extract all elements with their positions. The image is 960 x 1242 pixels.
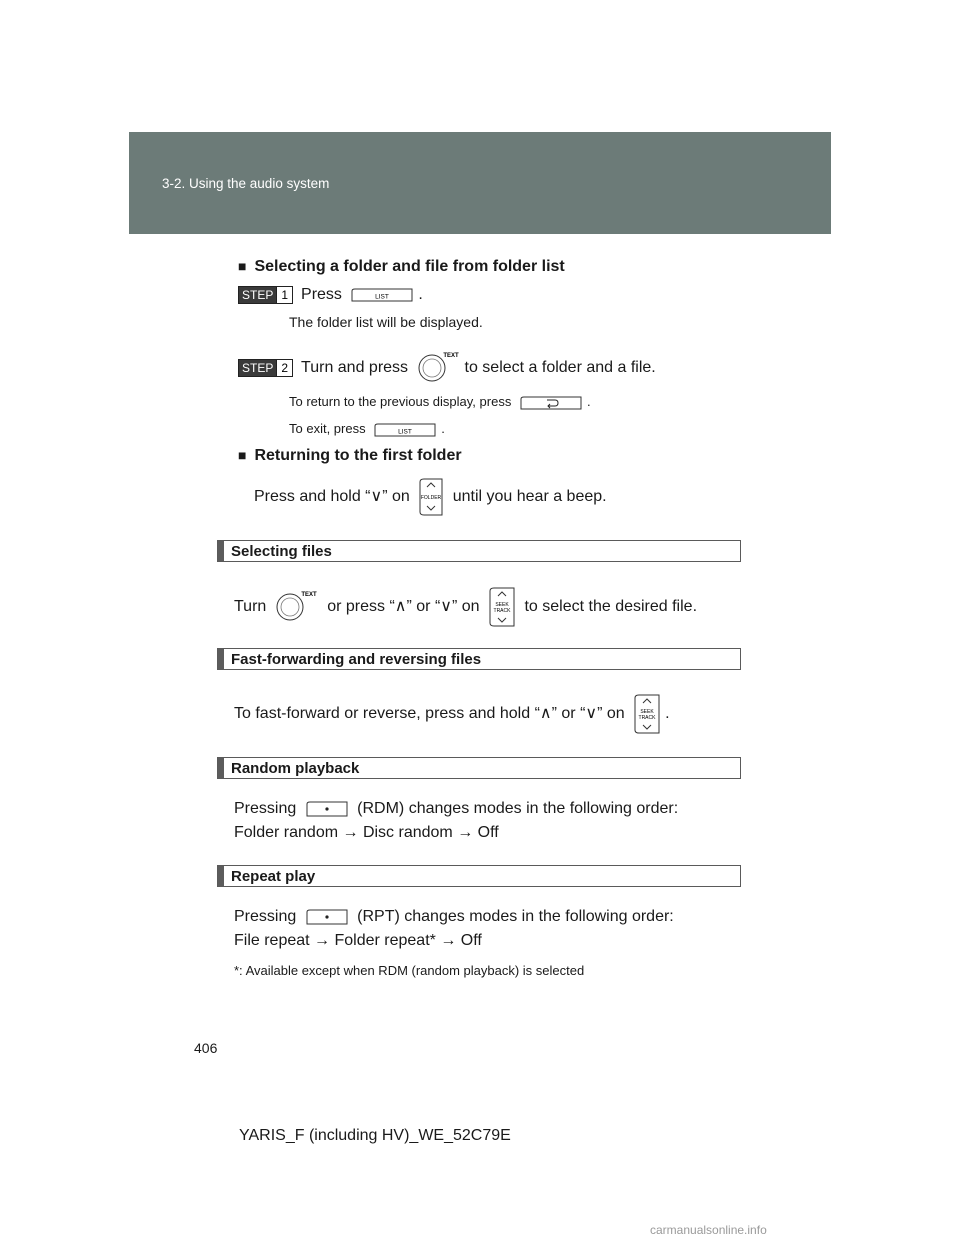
list-button-icon xyxy=(373,423,437,437)
random-line-2: Folder random → Disc random → Off xyxy=(234,824,499,841)
svg-text:FOLDER: FOLDER xyxy=(421,495,442,501)
step-2-note-2: To exit, press LIST . xyxy=(289,421,445,436)
folder-list-heading: ■ Selecting a folder and file from folder list xyxy=(238,258,565,275)
preset-button-icon xyxy=(305,801,349,817)
selecting-files-text: Turn TEXT or press “∧” or “∨” on SEEK TRACK to select the desired file. xyxy=(234,587,697,627)
step-badge: STEP 1 xyxy=(238,286,293,304)
section-repeat-play: Repeat play xyxy=(217,865,741,887)
tune-knob-icon xyxy=(275,589,319,625)
back-button-icon xyxy=(519,396,583,410)
step-1: STEP 1 Press LIST . xyxy=(238,286,423,304)
watermark: carmanualsonline.info xyxy=(650,1223,767,1237)
svg-text:SEEK: SEEK xyxy=(640,709,654,715)
repeat-footnote: *: Available except when RDM (random playback) is selected xyxy=(234,963,585,978)
tune-knob-icon xyxy=(417,350,461,386)
svg-text:TEXT: TEXT xyxy=(442,353,459,359)
step-1-note: The folder list will be displayed. xyxy=(289,314,483,330)
repeat-line-1: Pressing (RPT) changes modes in the following order: xyxy=(234,908,674,925)
repeat-line-2: File repeat → Folder repeat* → Off xyxy=(234,932,482,949)
page-number: 406 xyxy=(194,1040,218,1056)
svg-text:TRACK: TRACK xyxy=(638,715,656,721)
step-2-note-1: To return to the previous display, press . xyxy=(289,394,591,409)
square-bullet-icon: ■ xyxy=(238,447,247,463)
svg-text:TRACK: TRACK xyxy=(493,608,511,614)
first-folder-text: Press and hold “∨” on FOLDER until you hear a beep. xyxy=(254,478,607,516)
page-header xyxy=(129,132,831,234)
step-badge: STEP 2 xyxy=(238,359,293,377)
svg-text:LIST: LIST xyxy=(375,293,390,301)
section-fast-forward: Fast-forwarding and reversing files xyxy=(217,648,741,670)
fast-forward-text: To fast-forward or reverse, press and hold “∧” or “∨” on SEEK TRACK . xyxy=(234,694,670,734)
step-2: STEP 2 Turn and press TEXT to select a folder and a file. xyxy=(238,350,656,386)
svg-text:SEEK: SEEK xyxy=(495,602,509,608)
svg-text:LIST: LIST xyxy=(398,428,413,436)
breadcrumb: 3-2. Using the audio system xyxy=(162,176,330,191)
random-line-1: Pressing (RDM) changes modes in the following order: xyxy=(234,800,679,817)
preset-button-icon xyxy=(305,909,349,925)
seek-track-rocker-icon xyxy=(488,587,516,627)
document-code: YARIS_F (including HV)_WE_52C79E xyxy=(239,1127,511,1144)
first-folder-heading: ■ Returning to the first folder xyxy=(238,447,462,464)
section-random-playback: Random playback xyxy=(217,757,741,779)
folder-rocker-icon xyxy=(418,478,444,516)
list-button-icon xyxy=(350,288,414,302)
section-selecting-files: Selecting files xyxy=(217,540,741,562)
square-bullet-icon: ■ xyxy=(238,258,247,274)
seek-track-rocker-icon xyxy=(633,694,661,734)
svg-text:TEXT: TEXT xyxy=(301,592,317,598)
